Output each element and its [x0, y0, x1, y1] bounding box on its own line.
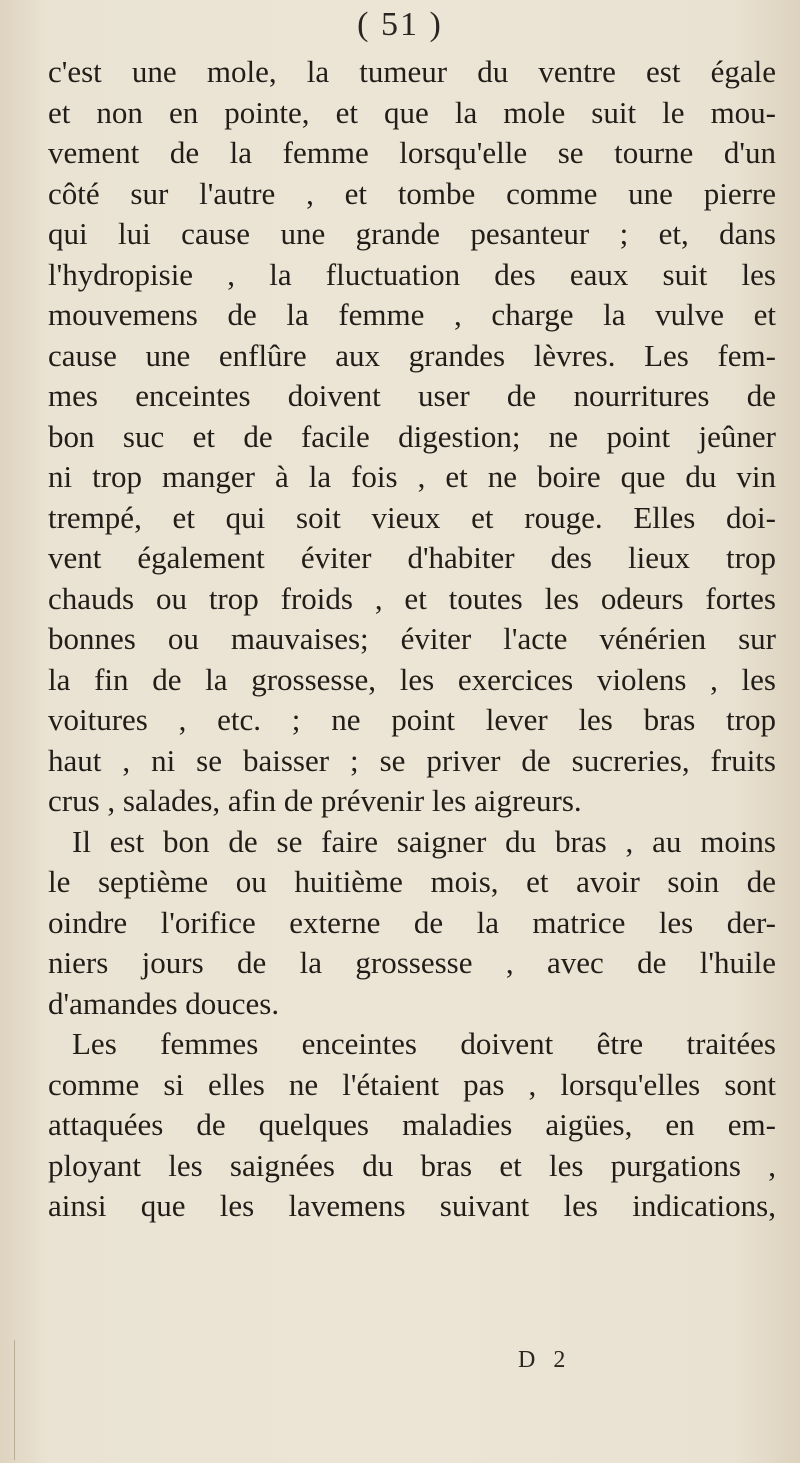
text-line: bon suc et de facile digestion; ne point jeûner [48, 418, 776, 454]
text-line: Les femmes enceintes doivent être traitées [72, 1026, 776, 1061]
text-line: d'amandes douces. [48, 985, 280, 1021]
margin-rule [14, 1340, 15, 1460]
text-line: chauds ou trop froids , et toutes les odeurs fortes [48, 580, 776, 616]
body-text [48, 52, 776, 1227]
text-line: la fin de la grossesse, les exercices violens , les [48, 661, 776, 697]
text-line: voitures , etc. ; ne point lever les bras trop [48, 702, 776, 737]
text-line: oindre l'orifice externe de la matrice les der- [48, 904, 776, 940]
text-line: vent également éviter d'habiter des lieux trop [48, 540, 776, 575]
text-line: trempé, et qui soit vieux et rouge. Elles doi- [48, 499, 776, 535]
text-line: l'hydropisie , la fluctuation des eaux suit les [48, 256, 776, 292]
text-line: c'est une mole, la tumeur du ventre est égale [48, 54, 776, 89]
text-line: qui lui cause une grande pesanteur ; et, dans [48, 216, 776, 251]
text-line: vement de la femme lorsqu'elle se tourne d'un [48, 135, 776, 170]
text-line: côté sur l'autre , et tombe comme une pierre [48, 175, 776, 211]
text-line: crus , salades, afin de prévenir les aigreurs. [48, 783, 582, 818]
text-line: niers jours de la grossesse , avec de l'huile [48, 945, 776, 980]
text-line: mouvemens de la femme , charge la vulve et [48, 297, 776, 332]
text-line: attaquées de quelques maladies aigües, en em- [48, 1107, 776, 1142]
text-line: bonnes ou mauvaises; éviter l'acte vénérien sur [48, 621, 776, 656]
text-line: Il est bon de se faire saigner du bras , au moins [72, 823, 776, 859]
text-line: ni trop manger à la fois , et ne boire que du vin [48, 459, 776, 494]
signature-mark: D 2 [518, 1347, 572, 1373]
text-line: comme si elles ne l'étaient pas , lorsqu'elles sont [48, 1066, 776, 1102]
text-line: et non en pointe, et que la mole suit le mou- [48, 94, 776, 130]
text-line: haut , ni se baisser ; se priver de sucreries, fruits [48, 742, 776, 778]
text-line: ployant les saignées du bras et les purgations , [48, 1147, 776, 1183]
text-line: mes enceintes doivent user de nourritures de [48, 378, 776, 413]
text-line: cause une enflûre aux grandes lèvres. Les fem- [48, 337, 776, 373]
page-number: ( 51 ) [357, 6, 443, 43]
text-line: ainsi que les lavemens suivant les indications, [48, 1188, 776, 1223]
text-line: le septième ou huitième mois, et avoir soin de [48, 864, 776, 899]
